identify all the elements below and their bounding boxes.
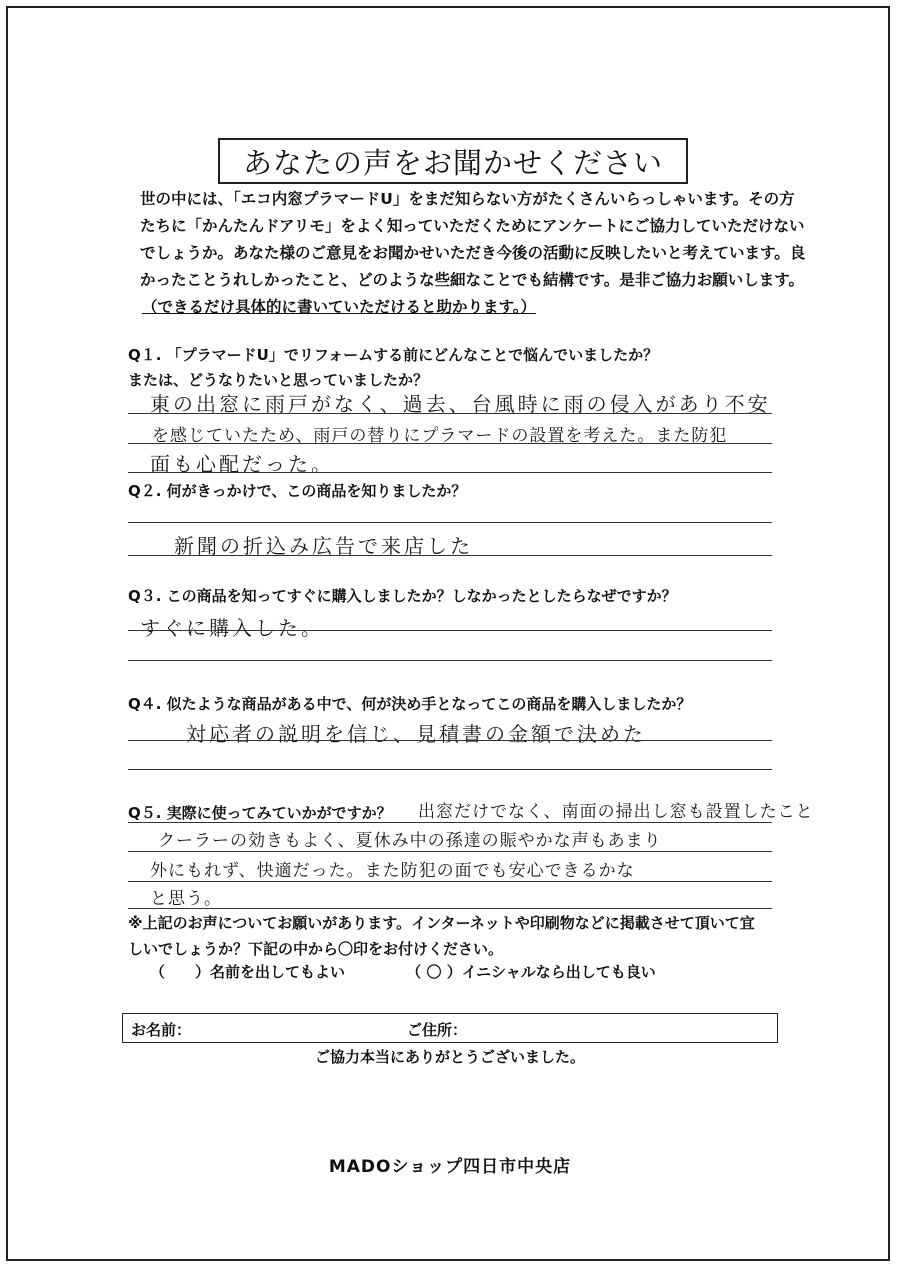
consent-text — [128, 910, 755, 936]
q1-label: Q１. 「プラマードU」でリフォームする前にどんなことで悩んでいましたか？ — [128, 346, 659, 364]
intro-line: かったことうれしかったこと、どのような些細なことでも結構です。是非ご協力お願いします。 — [140, 271, 805, 289]
q3-label: Q３. この商品を知ってすぐに購入しましたか？しなかったとしたらなぜですか？ — [128, 587, 677, 605]
consent-line2: しいでしょうか？下記の中から〇印をお付けください。 — [128, 940, 504, 958]
answer-rule — [128, 472, 772, 473]
q1-answer-line: 東の出窓に雨戸がなく、過去、台風時に雨の侵入があり不安 — [150, 392, 771, 416]
option-initial-ok[interactable]: （ 〇 ）イニシャルなら出しても良い — [406, 963, 656, 981]
answer-rule — [128, 908, 772, 909]
q1-answer-line: を感じていたため、雨戸の替りにプラマードの設置を考えた。また防犯 — [152, 426, 728, 446]
q1-label-line2: または、どうなりたいと思っていましたか？ — [128, 371, 429, 389]
consent-line: ※上記のお声についてお願いがあります。インターネットや印刷物などに掲載させて頂いて宜 — [128, 914, 755, 932]
answer-rule — [128, 630, 772, 631]
intro-line: たちに「かんたんドアリモ」をよく知っていただくためにアンケートにご協力していただけない — [140, 217, 805, 235]
q4-label: Q４. 似たような商品がある中で、何が決め手となってこの商品を購入しましたか？ — [128, 695, 692, 713]
answer-rule — [128, 740, 772, 741]
shop-name: MADOショップ四日市中央店 — [328, 1157, 572, 1177]
consent-options — [150, 961, 656, 982]
q5-answer-line: 外にもれず、快適だった。また防犯の面でも安心できるかな — [150, 861, 635, 881]
answer-rule — [128, 522, 772, 523]
answer-rule — [128, 851, 772, 852]
q5-label: Q５. 実際に使ってみていかがですか？ — [128, 804, 392, 822]
answer-rule — [128, 443, 772, 444]
thanks-message: ご協力本当にありがとうございました。 — [314, 1048, 585, 1066]
q3-answer: すぐに購入した。 — [140, 616, 324, 640]
q5-answer-line: 出窓だけでなく、南面の掃出し窓も設置したこと — [418, 802, 814, 822]
page-title-text: あなたの声をお聞かせください — [242, 145, 663, 180]
answer-rule — [128, 413, 772, 414]
intro-note: （できるだけ具体的に書いていただけると助かります。） — [142, 298, 537, 316]
page-title — [218, 138, 688, 184]
answer-rule — [128, 555, 772, 556]
q4-answer: 対応者の説明を信じ、見積書の金額で決めた — [186, 722, 646, 746]
answer-rule — [128, 769, 772, 770]
name-label: お名前： — [131, 1021, 192, 1039]
intro-line: でしょうか。あなた様のご意見をお聞かせいただき今後の活動に反映したいと考えています。良 — [140, 244, 806, 262]
address-label: ご住所： — [407, 1021, 468, 1039]
name-address-box — [122, 1013, 778, 1043]
q1-answer-line: 面も心配だった。 — [150, 452, 334, 476]
intro-line: 世の中には、「エコ内窓プラマードU」をまだ知らない方がたくさんいらっしゃいます。その方 — [140, 190, 795, 208]
answer-rule — [128, 822, 772, 823]
q2-label: Q２. 何がきっかけで、この商品を知りましたか？ — [128, 482, 467, 500]
option-name-ok[interactable]: （ ）名前を出してもよい — [150, 963, 346, 981]
q5-answer-line: クーラーの効きもよく、夏休み中の孫達の賑やかな声もあまり — [158, 831, 662, 851]
q5-answer-line: と思う。 — [150, 889, 222, 909]
intro-text — [140, 186, 806, 321]
answer-rule — [128, 881, 772, 882]
answer-rule — [128, 660, 772, 661]
q2-answer: 新聞の折込み広告で来店した — [174, 534, 473, 558]
